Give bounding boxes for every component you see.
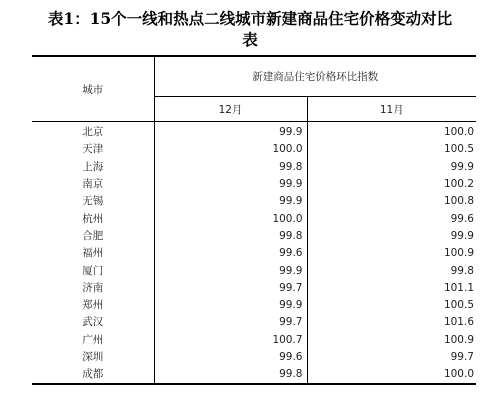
november-index-cell: 99.9 [450, 229, 474, 242]
table-row [32, 228, 476, 245]
december-index-cell: 99.8 [154, 228, 307, 245]
table-title-line-1: 表1：15个一线和热点二线城市新建商品住宅价格变动对比 [47, 9, 453, 28]
december-index-cell: 99.9 [154, 262, 307, 279]
november-index-cell: 99.9 [450, 160, 474, 173]
november-index-cell: 100.2 [443, 178, 474, 191]
november-index-cell: 101.6 [443, 316, 474, 329]
december-index-cell: 99.6 [154, 349, 307, 366]
december-column-header: 12月 [154, 97, 307, 122]
december-index-cell: 99.6 [154, 245, 307, 262]
november-index-cell: 100.5 [443, 299, 474, 312]
november-index-cell: 100.0 [443, 126, 474, 139]
november-column-header: 11月 [307, 97, 476, 122]
city-cell: 武汉 [32, 314, 154, 331]
city-cell: 深圳 [32, 349, 154, 366]
city-cell: 郑州 [32, 297, 154, 314]
november-index-cell: 100.9 [443, 247, 474, 260]
table-row [32, 245, 476, 262]
city-cell: 南京 [32, 176, 154, 193]
november-index-cell: 99.7 [450, 351, 474, 363]
table-body [32, 122, 476, 385]
november-index-cell: 99.6 [450, 212, 474, 225]
table-row [32, 332, 476, 349]
december-index-cell: 99.8 [154, 159, 307, 176]
december-index-cell: 100.0 [154, 141, 307, 158]
city-cell: 杭州 [32, 210, 154, 227]
city-cell: 北京 [32, 122, 154, 142]
december-index-cell: 99.7 [154, 280, 307, 297]
december-index-cell: 100.7 [154, 332, 307, 349]
december-index-cell: 100.0 [154, 210, 307, 227]
city-cell: 上海 [32, 159, 154, 176]
december-index-cell: 99.7 [154, 314, 307, 331]
november-index-cell: 101.1 [443, 281, 474, 294]
table-row [32, 193, 476, 210]
table-row [32, 280, 476, 297]
city-cell: 厦门 [32, 262, 154, 279]
table-title [0, 8, 500, 50]
november-index-cell: 100.8 [443, 195, 474, 208]
city-cell: 无锡 [32, 193, 154, 210]
december-index-cell: 99.9 [154, 193, 307, 210]
table-row [32, 141, 476, 158]
table-title-line-2: 表 [242, 30, 258, 49]
table-row [32, 159, 476, 176]
december-index-cell: 99.8 [154, 366, 307, 384]
november-index-cell: 100.9 [443, 333, 474, 346]
city-cell: 天津 [32, 141, 154, 158]
november-index-cell: 100.5 [443, 143, 474, 156]
table-row [32, 176, 476, 193]
table-row [32, 210, 476, 227]
december-index-cell: 99.9 [154, 122, 307, 142]
table-row [32, 314, 476, 331]
table-row [32, 349, 476, 366]
table-row [32, 366, 476, 384]
december-index-cell: 99.9 [154, 176, 307, 193]
index-group-header: 新建商品住宅价格环比指数 [154, 56, 476, 97]
november-index-cell: 99.8 [450, 264, 474, 277]
city-cell: 福州 [32, 245, 154, 262]
city-cell: 合肥 [32, 228, 154, 245]
city-cell: 济南 [32, 280, 154, 297]
city-cell: 成都 [32, 366, 154, 384]
price-index-table [32, 55, 476, 385]
table-row [32, 262, 476, 279]
table-row [32, 122, 476, 142]
table-row [32, 297, 476, 314]
city-column-header: 城市 [32, 56, 154, 122]
city-cell: 广州 [32, 332, 154, 349]
november-index-cell: 100.0 [307, 366, 476, 384]
december-index-cell: 99.9 [154, 297, 307, 314]
